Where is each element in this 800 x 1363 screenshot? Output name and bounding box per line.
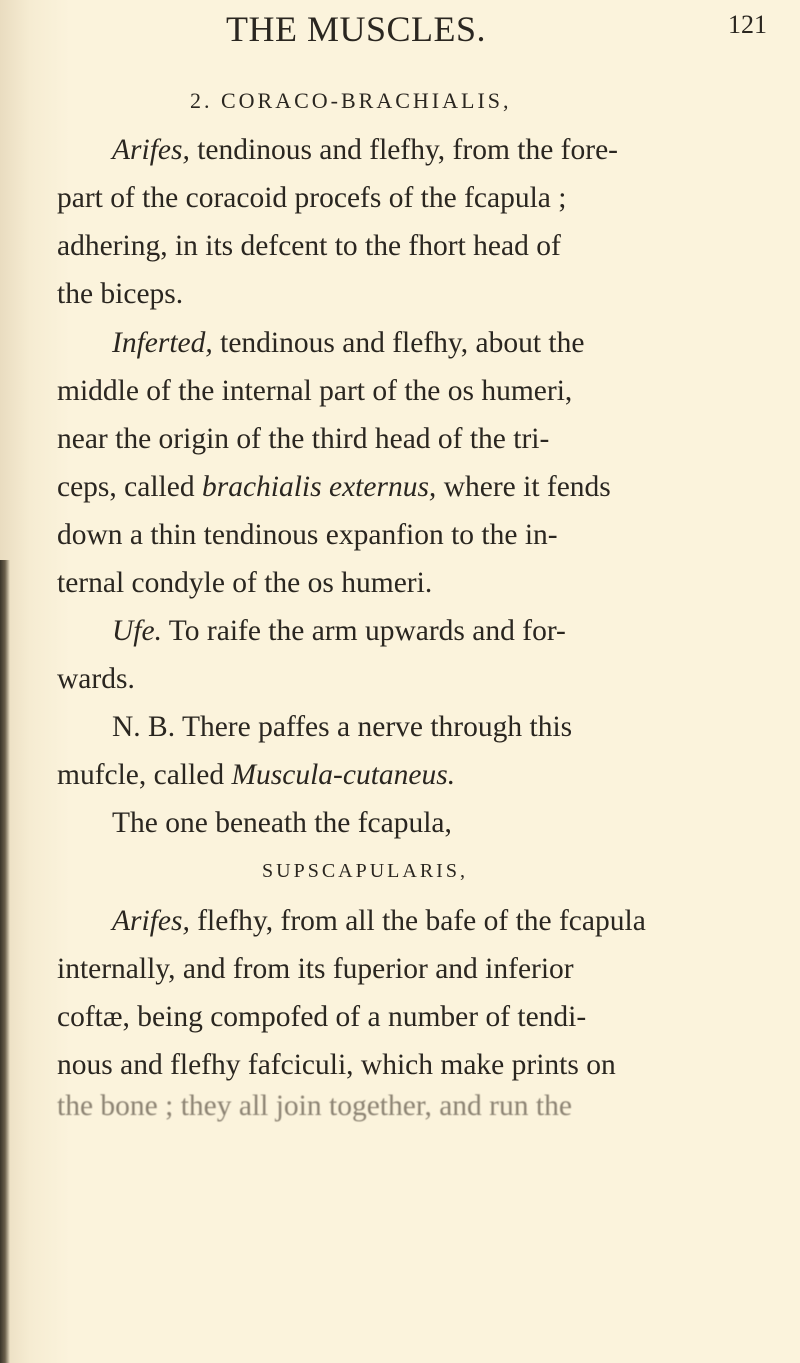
term-brachialis-externus: brachialis externus,	[201, 471, 437, 503]
text-line	[112, 615, 566, 648]
text-line: N. B. There paffes a nerve through this	[112, 711, 573, 743]
text-line: wards.	[57, 663, 135, 695]
text-line: internally, and from its fuperior and inferior	[57, 953, 574, 985]
text-span: flefhy, from all the bafe of the fcapula	[189, 905, 646, 937]
section-title: 2. CORACO-BRACHIALIS,	[190, 88, 512, 113]
term-musculo-cutaneus: Muscula-cutaneus.	[231, 759, 456, 791]
text-line: ternal condyle of the os humeri.	[57, 567, 433, 599]
text-span: tendinous and flefhy, from the fore-	[189, 134, 618, 166]
text-line	[112, 905, 646, 938]
text-span: mufcle, called	[57, 759, 232, 791]
text-line	[57, 759, 455, 792]
text-span: where it fends	[436, 471, 611, 503]
text-span: To raife the arm upwards and for-	[161, 615, 566, 647]
text-line: The one beneath the fcapula,	[112, 807, 452, 839]
label-inserted: Inferted,	[112, 327, 213, 359]
text-line: down a thin tendinous expanfion to the in-	[57, 519, 558, 551]
running-title: THE MUSCLES.	[226, 9, 487, 49]
label-arises: Arifes,	[112, 134, 190, 166]
text-span: ceps, called	[57, 471, 202, 503]
text-line	[112, 134, 618, 167]
label-use: Ufe.	[112, 615, 162, 647]
text-line-faded: the bone ; they all join together, and run the	[57, 1090, 572, 1122]
text-line: coftæ, being compofed of a number of tendi-	[57, 1001, 587, 1033]
subsection-title: SUPSCAPULARIS,	[262, 860, 468, 882]
text-line: nous and flefhy fafciculi, which make prints on	[57, 1049, 616, 1081]
page-binding-edge	[0, 560, 10, 1363]
text-line: adhering, in its defcent to the fhort head of	[57, 230, 561, 262]
text-line	[57, 471, 611, 504]
label-arises: Arifes,	[112, 905, 190, 937]
text-line	[112, 327, 584, 360]
text-line: middle of the internal part of the os humeri,	[57, 375, 573, 407]
page-number: 121	[728, 10, 767, 39]
text-line: part of the coracoid procefs of the fcapula ;	[57, 182, 567, 214]
text-line: near the origin of the third head of the tri-	[57, 423, 550, 455]
text-span: tendinous and flefhy, about the	[212, 327, 585, 359]
text-line: the biceps.	[57, 278, 184, 310]
